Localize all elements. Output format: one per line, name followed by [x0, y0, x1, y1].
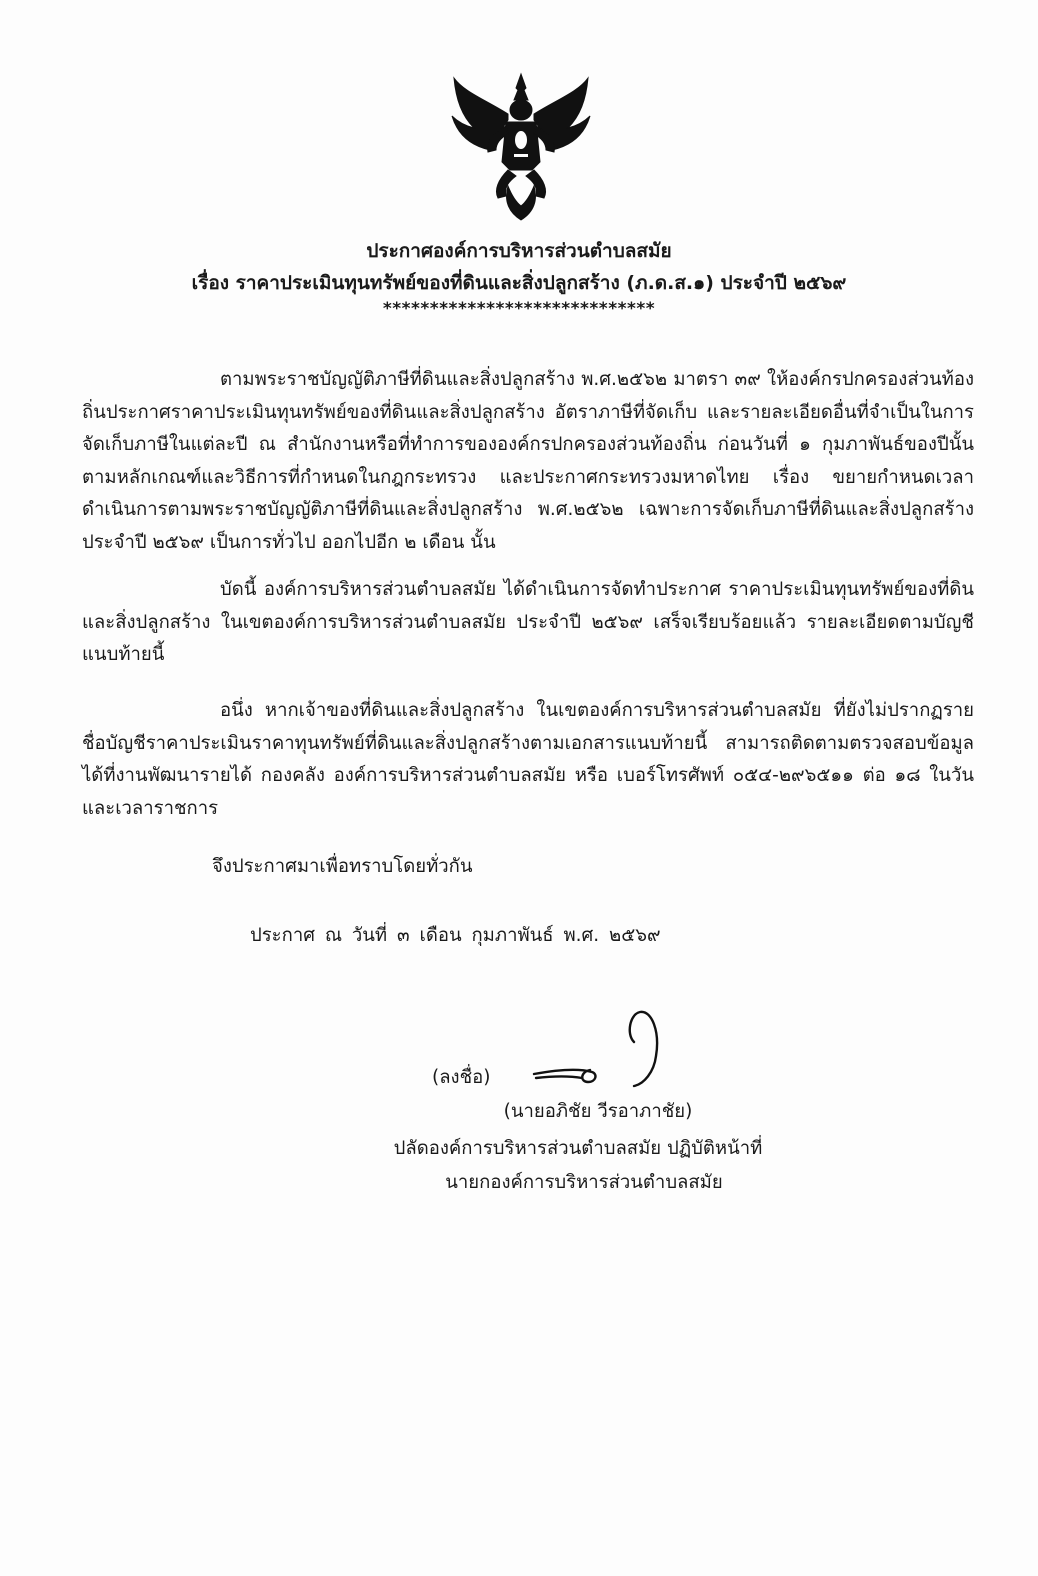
title-divider: ***************************** [382, 299, 656, 319]
signer-acting-position: นายกองค์การบริหารส่วนตำบลสมัย [445, 1172, 723, 1193]
garuda-emblem-icon [446, 70, 596, 222]
signer-position: ปลัดองค์การบริหารส่วนตำบลสมัย ปฏิบัติหน้าที่ [393, 1138, 763, 1159]
handwritten-signature [526, 1002, 676, 1094]
announcement-subject: เรื่อง ราคาประเมินทุนทรัพย์ของที่ดินและสิ่งปลูกสร้าง (ภ.ด.ส.๑) ประจำปี ๒๕๖๙ [191, 272, 847, 294]
paragraph-legal-basis: ตามพระราชบัญญัติภาษีที่ดินและสิ่งปลูกสร้าง พ.ศ.๒๕๖๒ มาตรา ๓๙ ให้องค์กรปกครองส่วนท้องถิ่นประกาศราคาประเมินทุนทรัพย์ของที่ดินและสิ่งปลูกสร้าง อัตราภาษีที่จัดเก็บ และรายละเอียดอื่นที่จำเป็นในการจัดเก็บภาษีในแต่ละปี ณ สำนักงานหรือที่ทำการขององค์กรปกครองส่วนท้องถิ่น ก่อนวันที่ ๑ กุมภาพันธ์ของปีนั้น ตามหลักเกณฑ์และวิธีการที่กำหนดในกฎกระทรวง และประกาศกระทรวงมหาดไทย เรื่อง ขยายกำหนดเวลาดำเนินการตามพระราชบัญญัติภาษีที่ดินและสิ่งปลูกสร้าง พ.ศ.๒๕๖๒ เฉพาะการจัดเก็บภาษีที่ดินและสิ่งปลูกสร้าง ประจำปี ๒๕๖๙ เป็นการทั่วไป ออกไปอีก ๒ เดือน นั้น [82, 369, 974, 553]
closing-statement: จึงประกาศมาเพื่อทราบโดยทั่วกัน [212, 856, 473, 877]
signed-label: (ลงชื่อ) [432, 1067, 491, 1088]
announcement-date: ประกาศ ณ วันที่ ๓ เดือน กุมภาพันธ์ พ.ศ. ๒๕๖๙ [250, 925, 661, 946]
announcement-title: ประกาศองค์การบริหารส่วนตำบลสมัย [366, 240, 672, 262]
paragraph-completion: บัดนี้ องค์การบริหารส่วนตำบลสมัย ได้ดำเนินการจัดทำประกาศ ราคาประเมินทุนทรัพย์ของที่ดินและสิ่งปลูกสร้าง ในเขตองค์การบริหารส่วนตำบลสมัย ประจำปี ๒๕๖๙ เสร็จเรียบร้อยแล้ว รายละเอียดตามบัญชีแนบท้ายนี้ [82, 579, 974, 665]
signer-name: (นายอภิชัย วีรอาภาชัย) [503, 1101, 693, 1122]
paragraph-contact: อนึ่ง หากเจ้าของที่ดินและสิ่งปลูกสร้าง ในเขตองค์การบริหารส่วนตำบลสมัย ที่ยังไม่ปรากฏรายชื่อบัญชีราคาประเมินราคาทุนทรัพย์ที่ดินและสิ่งปลูกสร้างตามเอกสารแนบท้ายนี้ สามารถติดตามตรวจสอบข้อมูลได้ที่งานพัฒนารายได้ กองคลัง องค์การบริหารส่วนตำบลสมัย หรือ เบอร์โทรศัพท์ ๐๕๔-๒๙๖๕๑๑ ต่อ ๑๘ ในวันและเวลาราชการ [82, 700, 974, 819]
